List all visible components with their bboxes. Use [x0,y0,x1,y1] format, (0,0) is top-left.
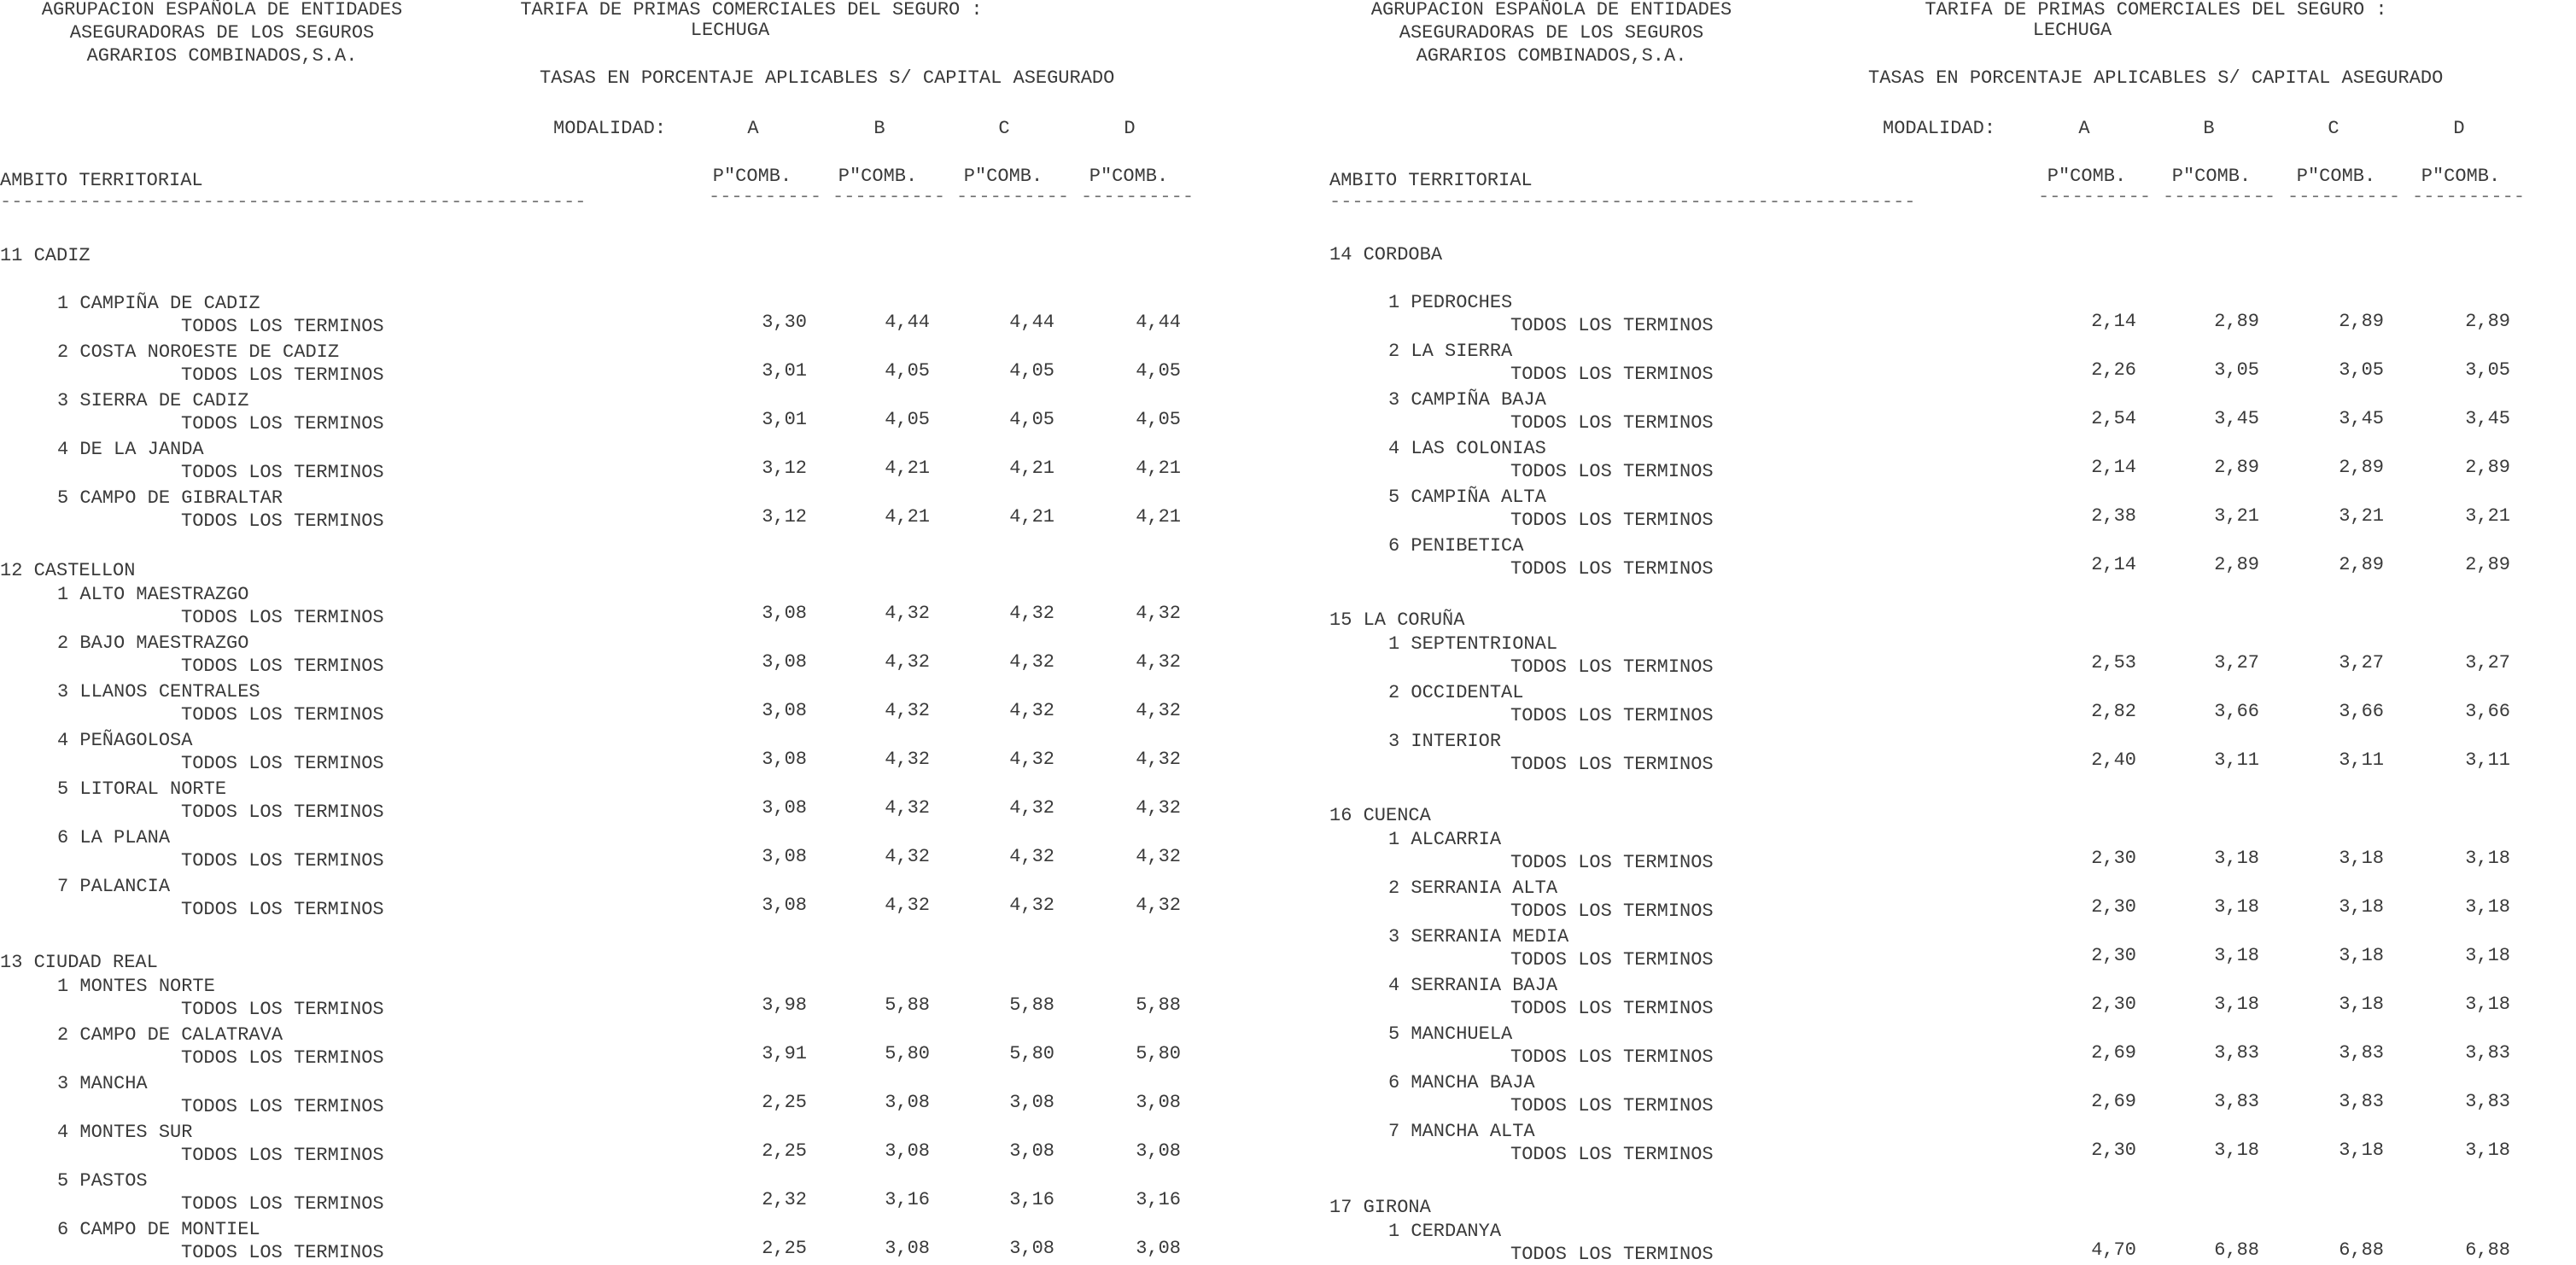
rate-value-b: 2,89 [2214,457,2259,478]
rate-value-c: 3,18 [2339,994,2384,1015]
rate-value-c: 4,21 [1009,506,1054,528]
rate-value-d: 4,32 [1136,603,1181,624]
modalidad-a: A [2078,118,2090,139]
ambito-header: AMBITO TERRITORIAL [1329,170,1533,191]
zone-name: 4 SERRANIA BAJA [1388,975,1558,996]
zone-terms: TODOS LOS TERMINOS [181,1096,384,1117]
rate-value-b: 4,32 [885,700,930,721]
rate-value-b: 3,16 [885,1189,930,1210]
rate-value-c: 3,18 [2339,945,2384,966]
zone-name: 2 LA SIERRA [1388,341,1513,362]
rate-value-b: 3,27 [2214,652,2259,673]
modalidad-b: B [2203,118,2215,139]
province-name: 14 CORDOBA [1329,244,1443,265]
zone-terms: TODOS LOS TERMINOS [1510,754,1714,775]
rate-value-c: 3,08 [1009,1140,1054,1162]
modalidad-label: MODALIDAD: [1883,118,1996,139]
zone-name: 4 LAS COLONIAS [1388,438,1546,459]
rate-value-b: 4,21 [885,506,930,528]
crop-name: LECHUGA [690,20,770,41]
zone-name: 1 MONTES NORTE [57,976,215,997]
zone-terms: TODOS LOS TERMINOS [1510,510,1714,531]
col-header-a: P"COMB. [712,166,792,187]
crop-name: LECHUGA [2032,20,2112,41]
zone-terms: TODOS LOS TERMINOS [181,607,384,628]
rate-value-b: 2,89 [2214,554,2259,575]
company-name-line: AGRUPACION ESPAÑOLA DE ENTIDADES [41,0,403,20]
rate-value-a: 2,30 [2091,848,2136,869]
rate-value-c: 3,08 [1009,1238,1054,1259]
rate-value-d: 3,21 [2465,505,2510,527]
rate-value-c: 3,05 [2339,359,2384,381]
rate-value-d: 3,18 [2465,1140,2510,1161]
zone-name: 7 PALANCIA [57,876,171,897]
rate-value-d: 5,88 [1136,994,1181,1016]
province-name: 17 GIRONA [1329,1197,1431,1218]
rate-value-b: 3,18 [2214,1140,2259,1161]
col-header-d: P"COMB. [2421,166,2501,187]
rate-value-a: 2,69 [2091,1091,2136,1112]
zone-terms: TODOS LOS TERMINOS [181,510,384,532]
rate-value-a: 3,01 [762,409,807,430]
rate-value-d: 3,27 [2465,652,2510,673]
rate-value-d: 5,80 [1136,1043,1181,1064]
rate-value-c: 4,21 [1009,458,1054,479]
rate-value-c: 4,32 [1009,700,1054,721]
zone-name: 5 LITORAL NORTE [57,778,227,800]
rate-value-d: 3,11 [2465,749,2510,771]
rate-value-d: 6,88 [2465,1239,2510,1261]
rate-value-a: 2,14 [2091,311,2136,332]
rate-value-a: 2,54 [2091,408,2136,429]
col-header-b: P"COMB. [838,166,918,187]
rate-value-c: 5,88 [1009,994,1054,1016]
rate-value-a: 2,26 [2091,359,2136,381]
zone-name: 1 PEDROCHES [1388,292,1513,313]
rate-value-a: 2,30 [2091,1140,2136,1161]
rate-value-c: 3,16 [1009,1189,1054,1210]
rate-value-b: 3,05 [2214,359,2259,381]
rate-value-b: 4,32 [885,603,930,624]
rate-value-d: 4,32 [1136,749,1181,770]
zone-terms: TODOS LOS TERMINOS [1510,461,1714,482]
zone-terms: TODOS LOS TERMINOS [181,753,384,774]
rate-value-c: 3,08 [1009,1092,1054,1113]
rate-value-a: 2,14 [2091,457,2136,478]
rate-value-d: 4,32 [1136,797,1181,819]
rate-value-b: 4,32 [885,797,930,819]
col-rule-d: ---------- [2412,186,2526,207]
modalidad-c: C [998,118,1010,139]
rate-value-b: 3,08 [885,1092,930,1113]
zone-terms: TODOS LOS TERMINOS [181,999,384,1020]
rate-value-c: 4,32 [1009,749,1054,770]
zone-terms: TODOS LOS TERMINOS [181,1145,384,1166]
rate-value-c: 3,11 [2339,749,2384,771]
rate-value-d: 2,89 [2465,311,2510,332]
rate-value-d: 3,18 [2465,896,2510,918]
col-header-d: P"COMB. [1089,166,1169,187]
rate-value-a: 3,12 [762,506,807,528]
rate-value-b: 4,05 [885,409,930,430]
zone-name: 1 ALTO MAESTRAZGO [57,584,249,605]
col-rule-b: ---------- [2163,186,2276,207]
rate-value-b: 3,18 [2214,994,2259,1015]
rate-value-b: 3,08 [885,1238,930,1259]
rate-value-a: 2,38 [2091,505,2136,527]
rate-value-d: 4,32 [1136,700,1181,721]
col-header-c: P"COMB. [963,166,1043,187]
rate-value-d: 4,32 [1136,846,1181,867]
rate-value-a: 3,08 [762,846,807,867]
rate-value-d: 3,08 [1136,1140,1181,1162]
rate-value-d: 3,83 [2465,1042,2510,1064]
zone-name: 1 SEPTENTRIONAL [1388,633,1558,655]
zone-name: 3 LLANOS CENTRALES [57,681,260,702]
rate-value-c: 4,05 [1009,409,1054,430]
rate-value-a: 2,25 [762,1238,807,1259]
rate-value-b: 3,83 [2214,1091,2259,1112]
rate-value-c: 3,83 [2339,1091,2384,1112]
rate-value-c: 4,05 [1009,360,1054,382]
zone-name: 4 DE LA JANDA [57,439,204,460]
province-name: 13 CIUDAD REAL [0,952,158,973]
rate-value-a: 3,08 [762,651,807,673]
col-rule-a: ---------- [709,186,822,207]
rate-value-a: 2,14 [2091,554,2136,575]
rate-value-c: 3,27 [2339,652,2384,673]
zone-terms: TODOS LOS TERMINOS [1510,656,1714,678]
rate-value-d: 3,83 [2465,1091,2510,1112]
province-name: 11 CADIZ [0,245,91,266]
modalidad-b: B [873,118,885,139]
zone-terms: TODOS LOS TERMINOS [1510,852,1714,873]
zone-name: 3 MANCHA [57,1073,148,1094]
rate-value-d: 4,21 [1136,506,1181,528]
zone-name: 3 CAMPIÑA BAJA [1388,389,1546,411]
rate-value-b: 3,18 [2214,945,2259,966]
rate-value-c: 4,32 [1009,846,1054,867]
zone-terms: TODOS LOS TERMINOS [181,316,384,337]
rate-value-d: 2,89 [2465,457,2510,478]
rate-value-b: 3,45 [2214,408,2259,429]
zone-terms: TODOS LOS TERMINOS [1510,901,1714,922]
rate-value-c: 4,44 [1009,312,1054,333]
header-rule: ---------------------------------------------------- [1329,191,1916,213]
zone-name: 1 CAMPIÑA DE CADIZ [57,293,260,314]
rate-value-a: 2,40 [2091,749,2136,771]
zone-name: 7 MANCHA ALTA [1388,1121,1535,1142]
rate-value-d: 4,32 [1136,895,1181,916]
zone-name: 2 CAMPO DE CALATRAVA [57,1024,283,1046]
rates-subtitle: TASAS EN PORCENTAJE APLICABLES S/ CAPITAL ASEGURADO [540,67,1115,89]
rate-value-d: 4,21 [1136,458,1181,479]
zone-terms: TODOS LOS TERMINOS [181,1047,384,1069]
rate-value-b: 5,80 [885,1043,930,1064]
rate-value-b: 3,66 [2214,701,2259,722]
rate-value-a: 3,01 [762,360,807,382]
rate-value-b: 3,21 [2214,505,2259,527]
col-header-a: P"COMB. [2047,166,2127,187]
zone-name: 1 ALCARRIA [1388,829,1502,850]
rate-value-d: 4,05 [1136,409,1181,430]
rate-value-c: 3,21 [2339,505,2384,527]
ambito-header: AMBITO TERRITORIAL [0,170,203,191]
zone-terms: TODOS LOS TERMINOS [181,899,384,920]
modalidad-a: A [747,118,759,139]
rate-value-d: 3,45 [2465,408,2510,429]
rate-value-c: 3,45 [2339,408,2384,429]
zone-terms: TODOS LOS TERMINOS [181,364,384,386]
zone-name: 3 SERRANIA MEDIA [1388,926,1569,947]
rate-value-b: 3,11 [2214,749,2259,771]
zone-terms: TODOS LOS TERMINOS [1510,412,1714,434]
rate-value-b: 4,32 [885,749,930,770]
rate-value-b: 3,83 [2214,1042,2259,1064]
zone-name: 6 LA PLANA [57,827,171,848]
tariff-title: TARIFA DE PRIMAS COMERCIALES DEL SEGURO : [1925,0,2387,20]
rate-value-a: 2,30 [2091,994,2136,1015]
rate-value-b: 3,08 [885,1140,930,1162]
zone-terms: TODOS LOS TERMINOS [1510,949,1714,971]
zone-terms: TODOS LOS TERMINOS [181,802,384,823]
rate-value-a: 3,98 [762,994,807,1016]
rate-value-c: 2,89 [2339,311,2384,332]
rate-value-a: 3,91 [762,1043,807,1064]
rate-value-c: 2,89 [2339,554,2384,575]
zone-name: 5 CAMPO DE GIBRALTAR [57,487,283,509]
zone-name: 3 INTERIOR [1388,731,1502,752]
modalidad-d: D [1124,118,1136,139]
header-rule: ---------------------------------------------------- [0,191,587,213]
rate-value-a: 2,30 [2091,896,2136,918]
col-rule-b: ---------- [832,186,946,207]
zone-terms: TODOS LOS TERMINOS [1510,998,1714,1019]
zone-terms: TODOS LOS TERMINOS [181,462,384,483]
zone-terms: TODOS LOS TERMINOS [181,656,384,677]
tariff-page-left [0,0,1272,1263]
zone-terms: TODOS LOS TERMINOS [1510,364,1714,385]
rate-value-d: 3,18 [2465,945,2510,966]
rate-value-b: 3,18 [2214,848,2259,869]
rate-value-a: 2,82 [2091,701,2136,722]
rate-value-a: 3,30 [762,312,807,333]
zone-name: 5 MANCHUELA [1388,1023,1513,1045]
rate-value-c: 6,88 [2339,1239,2384,1261]
zone-name: 1 CERDANYA [1388,1221,1502,1242]
rate-value-d: 3,16 [1136,1189,1181,1210]
rate-value-c: 4,32 [1009,651,1054,673]
zone-terms: TODOS LOS TERMINOS [1510,315,1714,336]
rate-value-a: 2,53 [2091,652,2136,673]
rate-value-d: 4,32 [1136,651,1181,673]
rate-value-c: 4,32 [1009,603,1054,624]
zone-terms: TODOS LOS TERMINOS [1510,705,1714,726]
rate-value-a: 2,30 [2091,945,2136,966]
rate-value-c: 3,18 [2339,1140,2384,1161]
zone-name: 5 CAMPIÑA ALTA [1388,487,1546,508]
rate-value-b: 3,18 [2214,896,2259,918]
rate-value-c: 3,18 [2339,896,2384,918]
zone-name: 2 COSTA NOROESTE DE CADIZ [57,341,340,363]
rate-value-a: 3,08 [762,749,807,770]
zone-terms: TODOS LOS TERMINOS [1510,1095,1714,1116]
zone-terms: TODOS LOS TERMINOS [181,413,384,434]
rate-value-a: 3,08 [762,700,807,721]
rates-subtitle: TASAS EN PORCENTAJE APLICABLES S/ CAPITAL ASEGURADO [1868,67,2444,89]
rate-value-d: 4,05 [1136,360,1181,382]
col-rule-a: ---------- [2038,186,2152,207]
rate-value-d: 3,66 [2465,701,2510,722]
col-rule-d: ---------- [1081,186,1195,207]
tariff-title: TARIFA DE PRIMAS COMERCIALES DEL SEGURO : [520,0,983,20]
zone-name: 4 PEÑAGOLOSA [57,730,193,751]
zone-name: 6 PENIBETICA [1388,535,1524,557]
zone-name: 4 MONTES SUR [57,1122,193,1143]
rate-value-c: 3,83 [2339,1042,2384,1064]
zone-terms: TODOS LOS TERMINOS [181,1242,384,1263]
rate-value-c: 4,32 [1009,895,1054,916]
rate-value-a: 2,69 [2091,1042,2136,1064]
rate-value-d: 3,08 [1136,1092,1181,1113]
rate-value-b: 4,32 [885,651,930,673]
rate-value-c: 3,66 [2339,701,2384,722]
zone-terms: TODOS LOS TERMINOS [1510,1244,1714,1265]
zone-name: 2 BAJO MAESTRAZGO [57,632,249,654]
zone-name: 3 SIERRA DE CADIZ [57,390,249,411]
rate-value-d: 3,05 [2465,359,2510,381]
rate-value-d: 4,44 [1136,312,1181,333]
rate-value-a: 2,25 [762,1092,807,1113]
rate-value-a: 3,08 [762,797,807,819]
zone-name: 6 MANCHA BAJA [1388,1072,1535,1093]
col-rule-c: ---------- [2287,186,2401,207]
company-name-line: AGRARIOS COMBINADOS,S.A. [86,45,358,67]
province-name: 16 CUENCA [1329,805,1431,826]
rate-value-b: 5,88 [885,994,930,1016]
rate-value-a: 3,08 [762,895,807,916]
zone-name: 6 CAMPO DE MONTIEL [57,1219,260,1240]
rate-value-d: 3,18 [2465,994,2510,1015]
zone-terms: TODOS LOS TERMINOS [1510,1144,1714,1165]
rate-value-d: 3,18 [2465,848,2510,869]
company-name-line: AGRARIOS COMBINADOS,S.A. [1416,45,1687,67]
rate-value-a: 3,12 [762,458,807,479]
rate-value-b: 2,89 [2214,311,2259,332]
company-name-line: ASEGURADORAS DE LOS SEGUROS [69,22,375,44]
zone-name: 2 OCCIDENTAL [1388,682,1524,703]
zone-name: 5 PASTOS [57,1170,148,1192]
province-name: 12 CASTELLON [0,560,136,581]
rate-value-c: 4,32 [1009,797,1054,819]
rate-value-a: 2,25 [762,1140,807,1162]
company-name-line: ASEGURADORAS DE LOS SEGUROS [1399,22,1704,44]
rate-value-a: 2,32 [762,1189,807,1210]
modalidad-c: C [2328,118,2339,139]
zone-terms: TODOS LOS TERMINOS [181,704,384,726]
rate-value-b: 4,32 [885,895,930,916]
rate-value-d: 2,89 [2465,554,2510,575]
modalidad-label: MODALIDAD: [553,118,667,139]
zone-terms: TODOS LOS TERMINOS [1510,558,1714,580]
rate-value-b: 4,32 [885,846,930,867]
col-header-b: P"COMB. [2171,166,2252,187]
rate-value-b: 4,05 [885,360,930,382]
rate-value-d: 3,08 [1136,1238,1181,1259]
zone-terms: TODOS LOS TERMINOS [1510,1046,1714,1068]
rate-value-c: 2,89 [2339,457,2384,478]
col-header-c: P"COMB. [2296,166,2376,187]
rate-value-b: 4,21 [885,458,930,479]
rate-value-c: 3,18 [2339,848,2384,869]
province-name: 15 LA CORUÑA [1329,609,1465,631]
zone-name: 2 SERRANIA ALTA [1388,877,1558,899]
zone-terms: TODOS LOS TERMINOS [181,850,384,872]
rate-value-c: 5,80 [1009,1043,1054,1064]
rate-value-a: 4,70 [2091,1239,2136,1261]
tariff-page-right [1329,0,2576,1263]
col-rule-c: ---------- [956,186,1070,207]
zone-terms: TODOS LOS TERMINOS [181,1193,384,1215]
rate-value-b: 4,44 [885,312,930,333]
modalidad-d: D [2453,118,2465,139]
company-name-line: AGRUPACION ESPAÑOLA DE ENTIDADES [1370,0,1732,20]
rate-value-b: 6,88 [2214,1239,2259,1261]
rate-value-a: 3,08 [762,603,807,624]
